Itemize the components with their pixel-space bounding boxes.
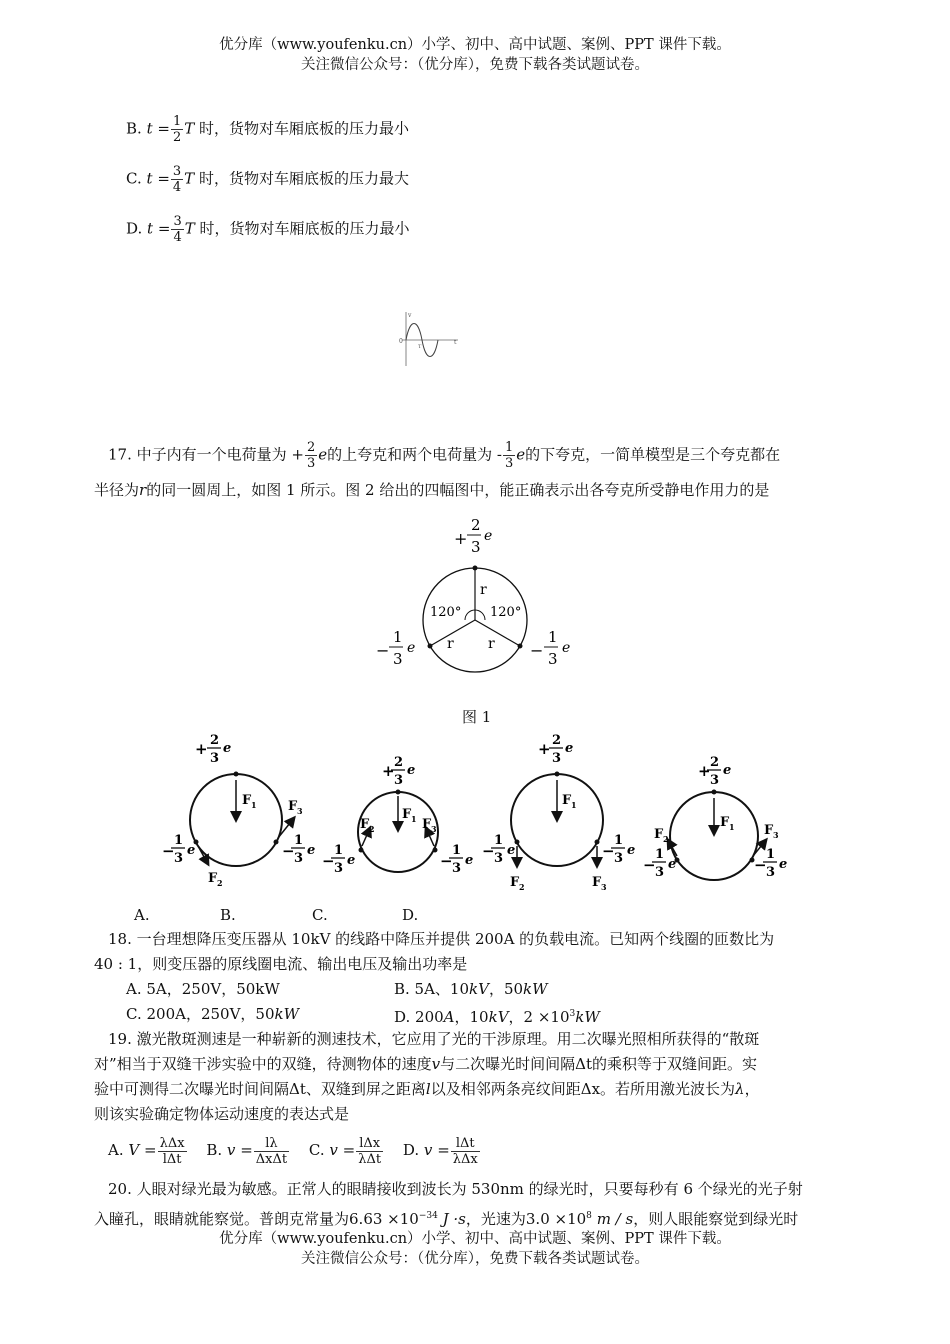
svg-text:2: 2 (663, 834, 669, 844)
force-arrow (668, 840, 677, 856)
fig2-label-d: D. (402, 906, 419, 924)
figure-2 (150, 732, 810, 892)
svg-text:F: F (422, 817, 432, 832)
svg-text:3: 3 (494, 851, 504, 866)
svg-text:e: e (347, 853, 356, 868)
svg-text:3: 3 (431, 824, 437, 834)
footer-line-1: 优分库（www.youfenku.cn）小学、初中、高中试题、案例、PPT 课件下载。 (219, 1231, 731, 1247)
fig1-right-minus: − (530, 641, 544, 660)
option-c-diagram (482, 733, 635, 892)
svg-text:3: 3 (552, 751, 562, 766)
svg-text:+: + (538, 740, 551, 758)
graph-v-label: v (408, 312, 412, 319)
q20-line-2: 入瞳孔，眼睛就能察觉。普朗克常量为$6.63 \times 10^{-34}$ J ·s，光速为$3.0 \times 10^8$ m / s，则人眼能察觉到绿光时 (94, 1210, 799, 1228)
fig1-quark-top (473, 566, 478, 571)
svg-text:−: − (482, 842, 495, 860)
svg-text:1: 1 (294, 833, 304, 848)
svg-text:3: 3 (766, 865, 776, 880)
svg-text:2: 2 (519, 882, 525, 892)
fig1-top-den: 3 (471, 538, 481, 556)
svg-text:1: 1 (729, 822, 735, 832)
fig1-angle-left: 120° (430, 605, 462, 620)
q18-option-d: D. 200A，10kV，$2 \times 10^3kW$ (394, 1008, 600, 1026)
fig1-quark-left (428, 644, 433, 649)
svg-text:F: F (720, 815, 730, 830)
q20-line-1: 20. 人眼对绿光最为敏感。正常人的眼睛接收到波长为 530nm 的绿光时，只要每秒有 6 个绿光的光子射 (108, 1180, 803, 1198)
figure-1 (370, 512, 580, 700)
svg-text:+: + (382, 762, 395, 780)
fig1-top-plus: + (454, 529, 468, 548)
q19-line-4: 则该实验确定物体运动速度的表达式是 (94, 1105, 350, 1123)
svg-text:3: 3 (210, 751, 220, 766)
svg-text:2: 2 (210, 733, 220, 748)
svg-text:+: + (698, 762, 711, 780)
fig1-top-e: e (484, 528, 493, 544)
svg-text:1: 1 (571, 800, 577, 810)
svg-text:−: − (643, 856, 656, 874)
svg-text:e: e (407, 640, 416, 656)
svg-text:e: e (565, 741, 574, 756)
svg-text:3: 3 (601, 882, 607, 892)
svg-text:1: 1 (614, 833, 624, 848)
svg-text:3: 3 (393, 650, 403, 668)
option-d-diagram (643, 755, 787, 880)
svg-text:e: e (407, 763, 416, 778)
q18-line-2: 40 : 1，则变压器的原线圈电流、输出电压及输出功率是 (94, 955, 468, 973)
svg-text:1: 1 (334, 843, 344, 858)
q17-line-1: 17. 中子内有一个电荷量为 + $\frac{2}{3}$ e的上夸克和两个电荷量为 - $\frac{1}{3}$ e的下夸克，一简单模型是三个夸克都在 (108, 440, 781, 471)
svg-text:F: F (402, 807, 412, 822)
sine-graph (396, 308, 462, 368)
svg-text:e: e (465, 853, 474, 868)
fig1-radius-right (475, 620, 520, 646)
q18-option-c: C. 200A，250V，50kW (126, 1005, 300, 1023)
option-a-diagram (162, 733, 315, 888)
svg-text:e: e (562, 640, 571, 656)
svg-text:3: 3 (452, 861, 462, 876)
svg-text:2: 2 (217, 878, 223, 888)
fig1-top-num: 2 (471, 516, 481, 534)
fig1-r-right: r (488, 636, 495, 652)
q16-option-b: B. t = $\frac{1}{2}$ T 时，货物对车厢底板的压力最小 (126, 114, 410, 145)
svg-text:3: 3 (773, 830, 779, 840)
svg-text:e: e (187, 843, 196, 858)
svg-text:e: e (723, 763, 732, 778)
svg-text:1: 1 (548, 628, 558, 646)
svg-text:2: 2 (710, 755, 720, 770)
fig1-left-minus: − (376, 641, 390, 660)
header-line-1: 优分库（www.youfenku.cn）小学、初中、高中试题、案例、PPT 课件下载。 (219, 37, 731, 53)
force-arrow (753, 840, 766, 856)
fig1-r-top: r (480, 582, 487, 598)
q19-option-b: B. v = $\frac{l\lambda}{\text{ΔxΔt}}$ (206, 1135, 288, 1167)
svg-text:1: 1 (174, 833, 184, 848)
fraction: $\frac{1}{2}$ (172, 114, 182, 145)
svg-text:F: F (510, 875, 520, 890)
svg-text:1: 1 (766, 847, 776, 862)
svg-text:F: F (764, 823, 774, 838)
svg-text:e: e (779, 857, 788, 872)
svg-text:1: 1 (411, 814, 417, 824)
svg-text:−: − (754, 856, 767, 874)
fraction: $\frac{3}{4}$ (173, 214, 182, 245)
svg-text:e: e (307, 843, 316, 858)
svg-text:3: 3 (655, 865, 665, 880)
q18-option-a: A. 5A，250V，50kW (126, 980, 280, 998)
svg-text:3: 3 (334, 861, 344, 876)
q19-options (108, 1131, 481, 1169)
svg-text:3: 3 (548, 650, 558, 668)
svg-text:e: e (668, 857, 677, 872)
svg-text:2: 2 (394, 755, 404, 770)
svg-text:+: + (195, 740, 208, 758)
fig1-angle-right: 120° (490, 605, 522, 620)
fig1-r-left: r (447, 636, 454, 652)
q16-option-d: D. t = $\frac{3}{4}$ T 时，货物对车厢底板的压力最小 (126, 214, 410, 245)
footer-line-2: 关注微信公众号：（优分库），免费下载各类试题试卷。 (301, 1251, 649, 1267)
svg-text:F: F (562, 793, 572, 808)
svg-text:−: − (440, 852, 453, 870)
svg-text:F: F (242, 793, 252, 808)
graph-t-label: t (454, 339, 457, 346)
q17-line-2: 半径为r的同一圆周上，如图 1 所示。图 2 给出的四幅图中，能正确表示出各夸克所受静电作用力的是 (94, 481, 770, 499)
svg-text:F: F (592, 875, 602, 890)
q19-option-c: C. v = $\frac{\text{lΔx}}{\text{λΔt}}$ (308, 1135, 382, 1167)
q19-option-a: A. V = $\frac{\text{λΔx}}{\text{lΔt}}$ (108, 1135, 185, 1167)
svg-text:3: 3 (710, 773, 720, 788)
fig1-quark-right (518, 644, 523, 649)
svg-text:−: − (282, 842, 295, 860)
svg-text:1: 1 (452, 843, 462, 858)
svg-text:1: 1 (393, 628, 403, 646)
fig2-label-c: C. (312, 906, 328, 924)
svg-text:F: F (288, 799, 298, 814)
svg-text:F: F (360, 817, 370, 832)
q19-option-d: D. v = $\frac{\text{lΔt}}{\text{λΔx}}$ (402, 1135, 478, 1167)
svg-text:3: 3 (394, 773, 404, 788)
q19-line-1: 19. 激光散斑测速是一种崭新的测速技术，它应用了光的干涉原理。用二次曝光照相所获得的“散斑 (108, 1030, 760, 1048)
svg-text:2: 2 (552, 733, 562, 748)
svg-text:−: − (322, 852, 335, 870)
svg-text:F: F (654, 827, 664, 842)
svg-text:2: 2 (369, 824, 375, 834)
fig2-label-b: B. (220, 906, 236, 924)
fraction: $\frac{3}{4}$ (172, 164, 182, 195)
svg-text:3: 3 (174, 851, 184, 866)
svg-text:3: 3 (297, 806, 303, 816)
svg-text:e: e (507, 843, 516, 858)
header-line-2: 关注微信公众号：（优分库），免费下载各类试题试卷。 (301, 57, 649, 73)
q19-line-3: 验中可测得二次曝光时间间隔Δt、双缝到屏之距离l以及相邻两条亮纹间距Δx。若所用激光波长为λ， (94, 1080, 760, 1098)
svg-text:e: e (627, 843, 636, 858)
q16-option-c: C. t = $\frac{3}{4}$ T 时，货物对车厢底板的压力最大 (126, 164, 409, 195)
fig2-label-a: A. (134, 906, 150, 924)
svg-text:−: − (162, 842, 175, 860)
svg-text:3: 3 (294, 851, 304, 866)
fraction: $\frac{1}{3}$ (504, 440, 514, 471)
svg-text:1: 1 (251, 800, 257, 810)
fraction: $\frac{2}{3}$ (306, 440, 316, 471)
figure-1-caption: 图 1 (462, 708, 492, 726)
svg-text:1: 1 (655, 847, 665, 862)
option-b-diagram (322, 755, 473, 876)
q18-option-b: B. 5A、10kV，50kW (394, 980, 548, 998)
svg-text:1: 1 (494, 833, 504, 848)
q18-line-1: 18. 一台理想降压变压器从 10kV 的线路中降压并提供 200A 的负载电流。已知两个线圈的匝数比为 (108, 930, 775, 948)
svg-text:F: F (208, 871, 218, 886)
graph-T-label: T (418, 344, 422, 350)
q19-line-2: 对”相当于双缝干涉实验中的双缝，待测物体的速度v与二次曝光时间间隔Δt的乘积等于双缝间距。实 (94, 1055, 758, 1073)
svg-text:e: e (223, 741, 232, 756)
graph-origin-label: 0 (399, 338, 403, 345)
svg-text:3: 3 (614, 851, 624, 866)
svg-text:−: − (602, 842, 615, 860)
